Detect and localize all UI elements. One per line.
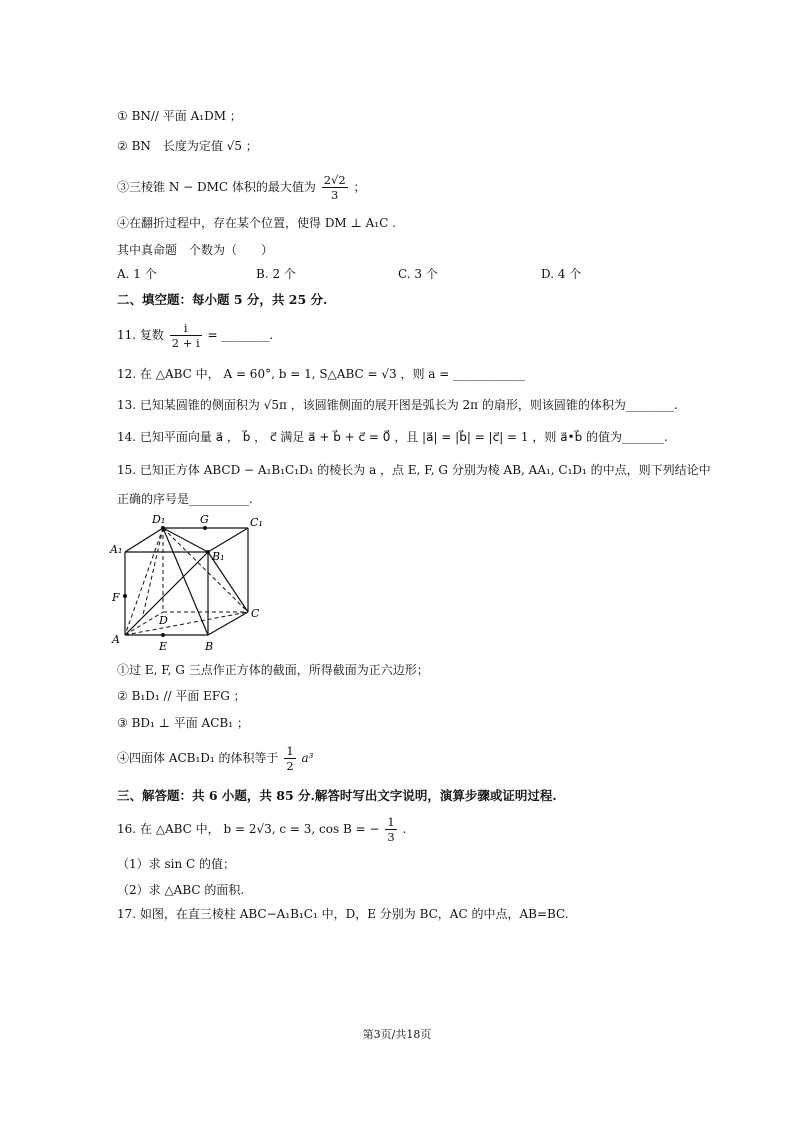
q10-option-c: C. 3 个 [398, 267, 438, 281]
q10-question: 其中真命题 个数为（ ） [117, 243, 274, 257]
q10-item-3-text: ③三棱锥 N − DMC 体积的最大值为 [117, 180, 316, 194]
edge-b1c1 [208, 528, 248, 552]
q10-option-a: A. 1 个 [117, 267, 157, 281]
q12: 12. 在 △ABC 中， A = 60°, b = 1, S△ABC = √3 ，则 a = ____________ [117, 367, 526, 381]
q16-prefix: 16. 在 △ABC 中， b = 2√3, c = 3, cos B = − [117, 822, 380, 836]
q15-line-2: 正确的序号是__________. [117, 492, 253, 506]
label-c1: C₁ [250, 516, 263, 529]
fraction-denominator: 3 [387, 830, 395, 844]
fraction-numerator: 2√2 [323, 173, 346, 187]
point-f [123, 594, 127, 598]
q14: 14. 已知平面向量 a⃗ ， b⃗ ， c⃗ 满足 a⃗ + b⃗ + c⃗ = 0⃗ ，且 |a⃗| = |b⃗| = |c⃗| = 1 ，则 a⃗•b⃗ 的值为_______. [117, 430, 668, 444]
fraction-numerator: i [170, 321, 202, 336]
edge-bc [208, 612, 248, 635]
q10-item-3-fraction [322, 173, 348, 202]
fraction-denominator: 2 + i [171, 336, 200, 350]
label-b1: B₁ [212, 550, 225, 563]
q10-item-2: ② BN 长度为定值 √5 ； [117, 139, 258, 153]
point-e [161, 633, 165, 637]
q15-item-3: ③ BD₁ ⊥ 平面 ACB₁ ； [117, 716, 249, 730]
label-e: E [159, 640, 168, 653]
q16-fraction [385, 815, 396, 844]
q15-item-1: ①过 E, F, G 三点作正方体的截面，所得截面为正六边形； [117, 663, 429, 677]
q10-option-b: B. 2 个 [256, 267, 296, 281]
fraction-numerator: 1 [286, 744, 294, 758]
edge-d1b1 [163, 528, 208, 552]
q10-item-4: ④在翻折过程中，存在某个位置，使得 DM ⊥ A₁C . [117, 216, 396, 230]
q15-item-2: ② B₁D₁ // 平面 EFG ； [117, 689, 246, 703]
label-c: C [251, 607, 260, 620]
fraction-denominator: 2 [286, 759, 294, 773]
q10-option-d: D. 4 个 [541, 267, 582, 281]
q15-item-4-tail: a³ [301, 751, 314, 765]
label-a1: A₁ [110, 543, 123, 556]
q15-item-4-text: ④四面体 ACB₁D₁ 的体积等于 [117, 751, 279, 765]
label-f: F [112, 591, 120, 604]
q11 [117, 318, 273, 352]
q11-prefix: 11. 复数 [117, 328, 164, 342]
label-a: A [112, 633, 120, 646]
q16-part-2: （2）求 △ABC 的面积. [117, 883, 245, 897]
label-g: G [200, 513, 209, 526]
point-d1 [161, 526, 165, 530]
q16-suffix: . [402, 822, 407, 836]
label-d: D [159, 614, 168, 627]
q17: 17. 如图，在直三棱柱 ABC−A₁B₁C₁ 中，D，E 分别为 BC，AC 的中点，AB=BC. [117, 907, 569, 921]
q15-item-4 [117, 741, 314, 775]
hidden-d1-mid [143, 528, 163, 615]
section-2-title: 二、填空题：每小题 5 分，共 25 分. [117, 292, 328, 307]
q10-item-3-tail: ； [353, 180, 366, 194]
cube-figure [105, 510, 270, 655]
point-g [203, 526, 207, 530]
edge-a1d1 [125, 528, 163, 552]
point-b1 [206, 550, 210, 554]
q13: 13. 已知某圆锥的侧面积为 √5π ，该圆锥侧面的展开图是弧长为 2π 的扇形，则该圆锥的体积为________. [117, 398, 678, 412]
q15-item-4-fraction [284, 744, 295, 773]
section-3-title: 三、解答题：共 6 小题，共 85 分.解答时写出文字说明，演算步骤或证明过程. [117, 788, 557, 803]
hidden-d1c [163, 528, 248, 612]
q11-suffix: = ________. [207, 328, 274, 342]
fraction-numerator: 1 [387, 815, 395, 829]
q10-item-1: ① BN// 平面 A₁DM ； [117, 109, 242, 123]
edge-d1b [163, 528, 208, 635]
label-d1: D₁ [152, 513, 166, 526]
fraction-denominator: 3 [331, 188, 339, 202]
q16 [117, 812, 406, 846]
page-footer: 第3页/共18页 [362, 1028, 432, 1041]
label-b: B [205, 640, 214, 653]
q10-item-3 [117, 170, 366, 204]
hidden-d1a [125, 528, 163, 635]
q11-fraction [170, 321, 202, 350]
q16-part-1: （1）求 sin C 的值； [117, 857, 235, 871]
q15-line-1: 15. 已知正方体 ABCD − A₁B₁C₁D₁ 的棱长为 a ，点 E, F, G 分别为棱 AB, AA₁, C₁D₁ 的中点，则下列结论中 [117, 463, 711, 477]
